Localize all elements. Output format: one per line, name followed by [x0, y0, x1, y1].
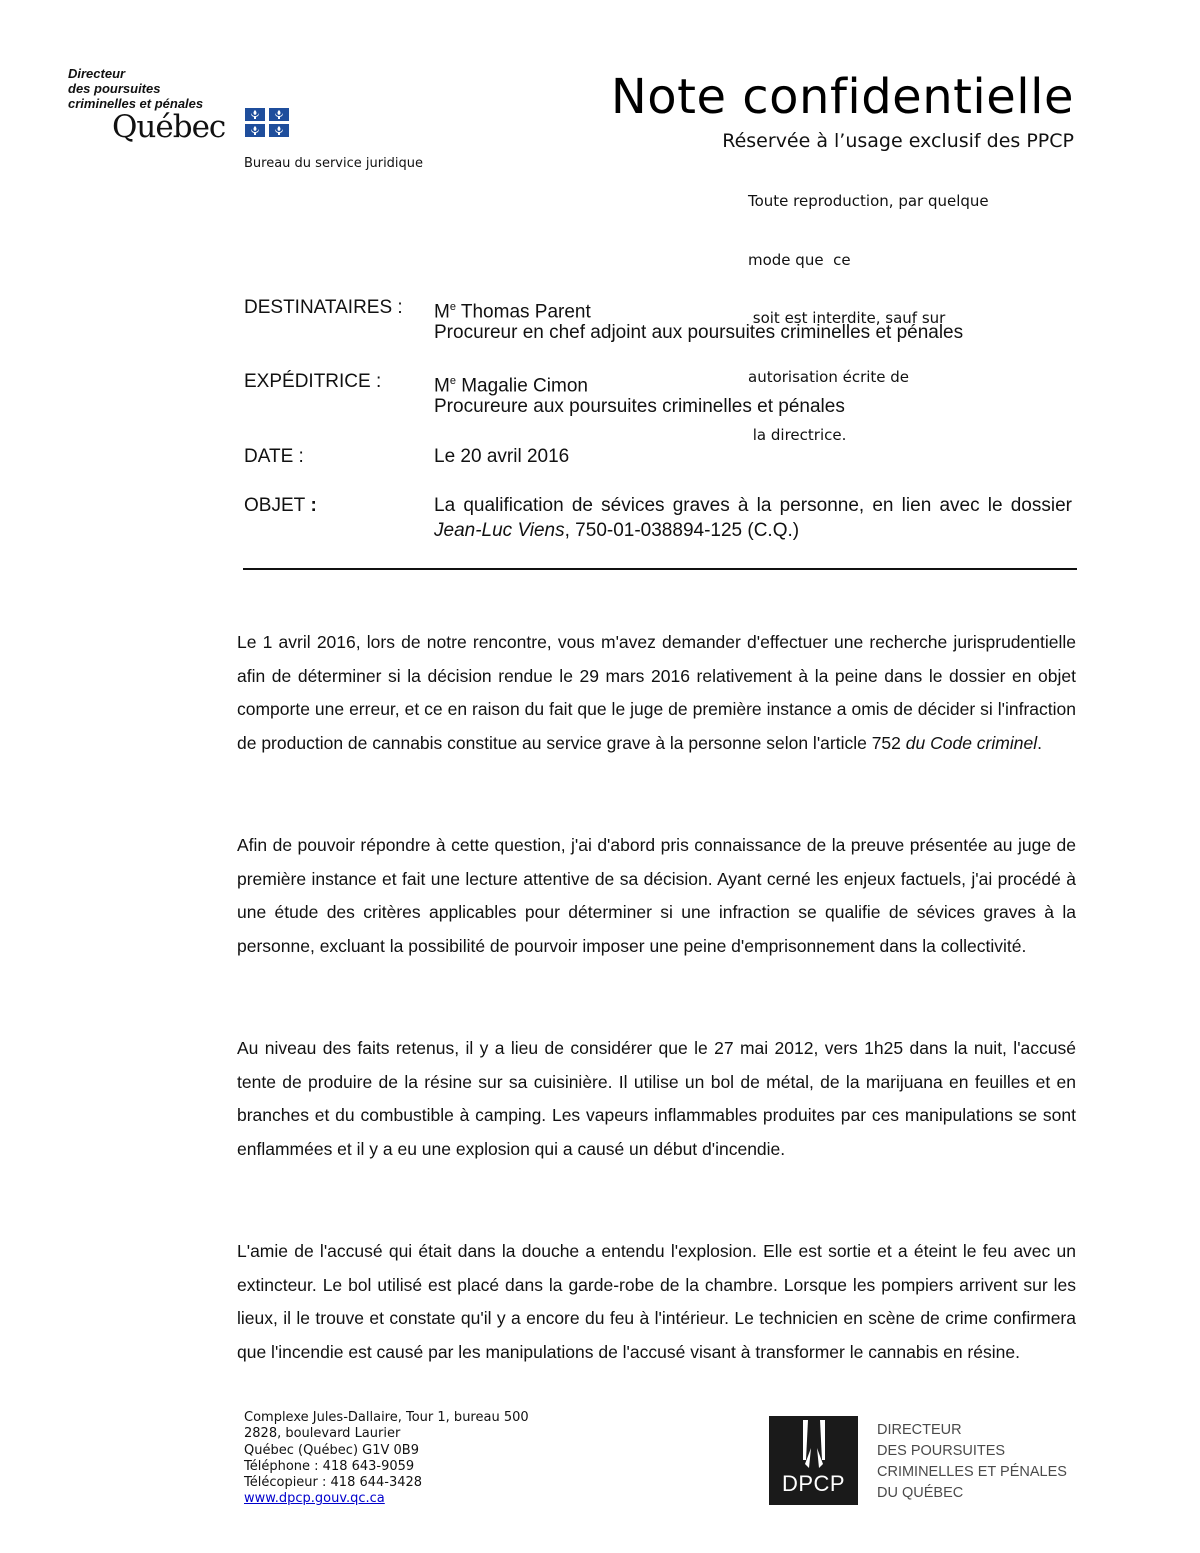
- body-paragraph-4: L'amie de l'accusé qui était dans la douche a entendu l'explosion. Elle est sortie et a éteint le feu avec un extincteur. Le bol utilisé est placé dans la garde-robe de la chambre. Lorsque les pompiers arrivent sur les lieux, il le trouve et constate qu'il y a encore du feu à l'intérieur. Le technicien en scène de crime confirmera que l'incendie est causé par les manipulations de l'accusé visant à transformer le cannabis en résine.: [237, 1241, 1076, 1362]
- notice-line: autorisation écrite de: [748, 367, 910, 386]
- sender-name-text: Magalie Cimon: [455, 375, 588, 397]
- quebec-flag-icon: [244, 107, 292, 143]
- bureau-label: Bureau du service juridique: [244, 156, 424, 171]
- recipients-label: DESTINATAIRES :: [244, 297, 403, 318]
- dpcp-name-line: DU QUÉBEC: [877, 1485, 964, 1501]
- page-title: Note confidentielle: [610, 69, 1074, 125]
- sender-label: EXPÉDITRICE :: [244, 371, 382, 392]
- footer-address: [244, 1410, 529, 1508]
- logo-line-2: des poursuites: [68, 81, 161, 96]
- dpcp-name-line: CRIMINELLES ET PÉNALES: [877, 1464, 1067, 1480]
- page-subtitle: Réservée à l’usage exclusif des PPCP: [722, 130, 1074, 152]
- date-value: Le 20 avril 2016: [434, 446, 570, 467]
- header-divider: [243, 568, 1077, 570]
- recipient-prefix: M: [434, 301, 450, 323]
- subject-text-a: La qualification de sévices graves à la personne, en lien avec le dossier: [434, 495, 1072, 516]
- subject-text-b: , 750-01-038894-125 (C.Q.): [564, 520, 800, 541]
- notice-line: Toute reproduction, par quelque: [748, 192, 989, 210]
- website-link[interactable]: www.dpcp.gouv.qc.ca: [244, 1491, 385, 1507]
- notice-line: la directrice.: [748, 426, 847, 444]
- dpcp-name-line: DES POURSUITES: [877, 1443, 1006, 1459]
- recipient-name-text: Thomas Parent: [455, 301, 591, 323]
- dpcp-logo: [769, 1416, 858, 1505]
- dpcp-name: [877, 1420, 1067, 1504]
- address-line-3: Québec (Québec) G1V 0B9: [244, 1442, 419, 1458]
- subject-label-text: OBJET: [244, 495, 306, 516]
- body-paragraph-1: [237, 626, 1076, 760]
- fax: Télécopieur : 418 644-3428: [244, 1475, 423, 1491]
- p1-text-a: Le 1 avril 2016, lors de notre rencontre, vous m'avez demander d'effectuer une recherche jurisprudentielle afin de déterminer si la décision rendue le 29 mars 2016 relativement à la peine dans le dossier en objet comporte une erreur, et ce en raison du fait que le juge de première instance a omis de décider si l'infraction de production de cannabis constitue au service grave à la personne selon l'article 752: [237, 632, 1076, 753]
- sender-prefix-sup: e: [449, 375, 456, 387]
- logo-line-1: Directeur: [68, 66, 126, 81]
- subject-value: [434, 493, 1072, 543]
- dpcp-abbreviation: DPCP: [781, 1471, 846, 1496]
- dpcp-emblem-icon: [797, 1420, 831, 1472]
- sender-title: Procureure aux poursuites criminelles et pénales: [434, 396, 845, 417]
- phone: Téléphone : 418 643-9059: [244, 1458, 415, 1474]
- p1-code-ref: du Code criminel: [905, 732, 1038, 753]
- address-line-1: Complexe Jules-Dallaire, Tour 1, bureau 500: [244, 1410, 529, 1425]
- p1-text-b: .: [1037, 732, 1042, 753]
- subject-case-name: Jean-Luc Viens: [434, 520, 565, 541]
- recipient-title: Procureur en chef adjoint aux poursuites criminelles et pénales: [434, 322, 964, 343]
- date-label: DATE :: [244, 446, 304, 467]
- recipient-prefix-sup: e: [449, 301, 456, 313]
- sender-prefix: M: [434, 375, 450, 397]
- notice-line: soit est interdite, sauf sur: [748, 309, 946, 327]
- dpcp-name-line: DIRECTEUR: [877, 1422, 962, 1438]
- quebec-wordmark: Québec: [112, 109, 226, 145]
- dpcp-logo-text: [68, 66, 203, 111]
- subject-label-colon: :: [305, 495, 317, 516]
- address-line-2: 2828, boulevard Laurier: [244, 1426, 401, 1442]
- logo-line-3: criminelles et pénales: [68, 96, 204, 111]
- body-paragraph-2: Afin de pouvoir répondre à cette question, j'ai d'abord pris connaissance de la preuve présentée au juge de première instance et fait une lecture attentive de sa décision. Ayant cerné les enjeux factuels, j'ai procédé à une étude des critères applicables pour déterminer si une infraction se qualifie de sévices graves à la personne, excluant la possibilité de pourvoir imposer une peine d'emprisonnement dans la collectivité.: [237, 835, 1076, 956]
- body-paragraph-3: Au niveau des faits retenus, il y a lieu de considérer que le 27 mai 2012, vers 1h25 dans la nuit, l'accusé tente de produire de la résine sur sa cuisinière. Il utilise un bol de métal, de la marijuana en feuilles et en branches et du combustible à camping. Les vapeurs inflammables produites par ces manipulations se sont enflammées et il y a eu une explosion qui a causé un début d'incendie.: [237, 1038, 1076, 1159]
- notice-line: mode que ce: [748, 250, 851, 269]
- subject-label: [244, 493, 317, 518]
